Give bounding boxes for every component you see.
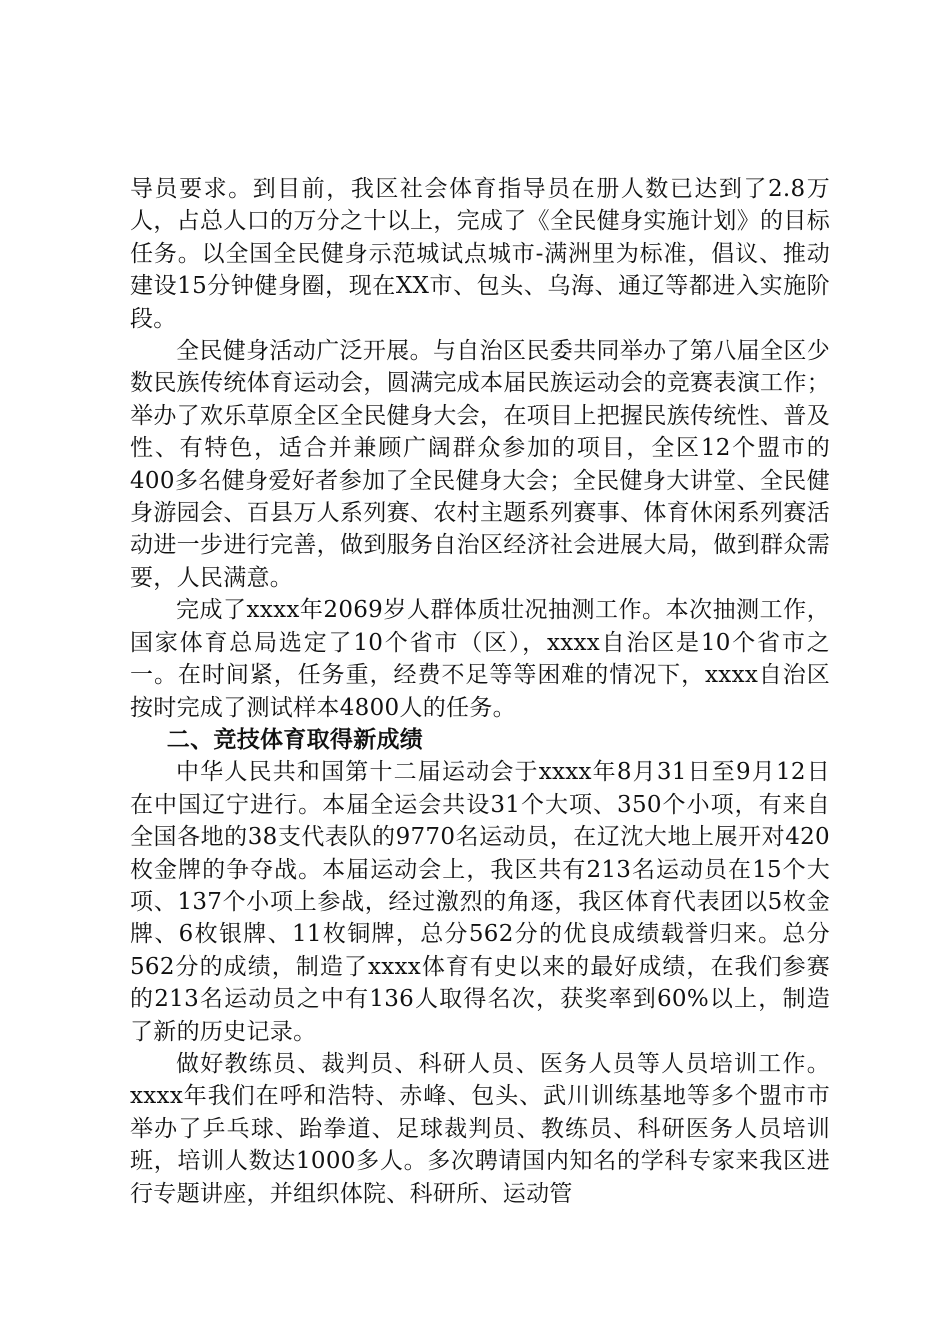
section-heading: 二、竞技体育取得新成绩	[166, 725, 424, 753]
paragraph-national-games: 中华人民共和国第十二届运动会于xxxx年8月31日至9月12日在中国辽宁进行。本届全运会共设31个大项、350个小项，有来自全国各地的38支代表队的9770名运动员，在辽沈大地上展开对420枚金牌的争夺战。本届运动会上，我区共有213名运动员在15个大项、137个小项上参战，经过激烈的角逐，我区体育代表团以5枚金牌、6枚银牌、11枚铜牌，总分562分的优良成绩载誉归来。总分562分的成绩，制造了xxxx体育有史以来的最好成绩，在我们参赛的213名运动员之中有136人取得名次，获奖率到60%以上，制造了新的历史记录。	[130, 759, 830, 1045]
document-body	[130, 173, 830, 1210]
paragraph-continuation: 导员要求。到目前，我区社会体育指导员在册人数已达到了2.8万人，占总人口的万分之十以上，完成了《全民健身实施计划》的目标任务。以全国全民健身示范城试点城市-满洲里为标准，倡议、推动建设15分钟健身圈，现在XX市、包头、乌海、通辽等都进入实施阶段。	[130, 176, 830, 332]
paragraph-fitness-activities: 全民健身活动广泛开展。与自治区民委共同举办了第八届全区少数民族传统体育运动会，圆满完成本届民族运动会的竞赛表演工作；举办了欢乐草原全区全民健身大会，在项目上把握民族传统性、普及性、有特色，适合并兼顾广阔群众参加的项目，全区12个盟市的400多名健身爱好者参加了全民健身大会；全民健身大讲堂、全民健身游园会、百县万人系列赛、农村主题系列赛事、体育休闲系列赛活动进一步进行完善，做到服务自治区经济社会进展大局，做到群众需要，人民满意。	[130, 338, 830, 591]
paragraph-physique-test: 完成了xxxx年2069岁人群体质壮况抽测工作。本次抽测工作，国家体育总局选定了10个省市（区），xxxx自治区是10个省市之一。在时间紧，任务重，经费不足等等困难的情况下，xxxx自治区按时完成了测试样本4800人的任务。	[130, 597, 830, 721]
paragraph-training: 做好教练员、裁判员、科研人员、医务人员等人员培训工作。xxxx年我们在呼和浩特、赤峰、包头、武川训练基地等多个盟市市举办了乒乓球、跆拳道、足球裁判员、教练员、科研医务人员培训班，培训人数达1000多人。多次聘请国内知名的学科专家来我区进行专题讲座，并组织体院、科研所、运动管	[130, 1050, 830, 1207]
